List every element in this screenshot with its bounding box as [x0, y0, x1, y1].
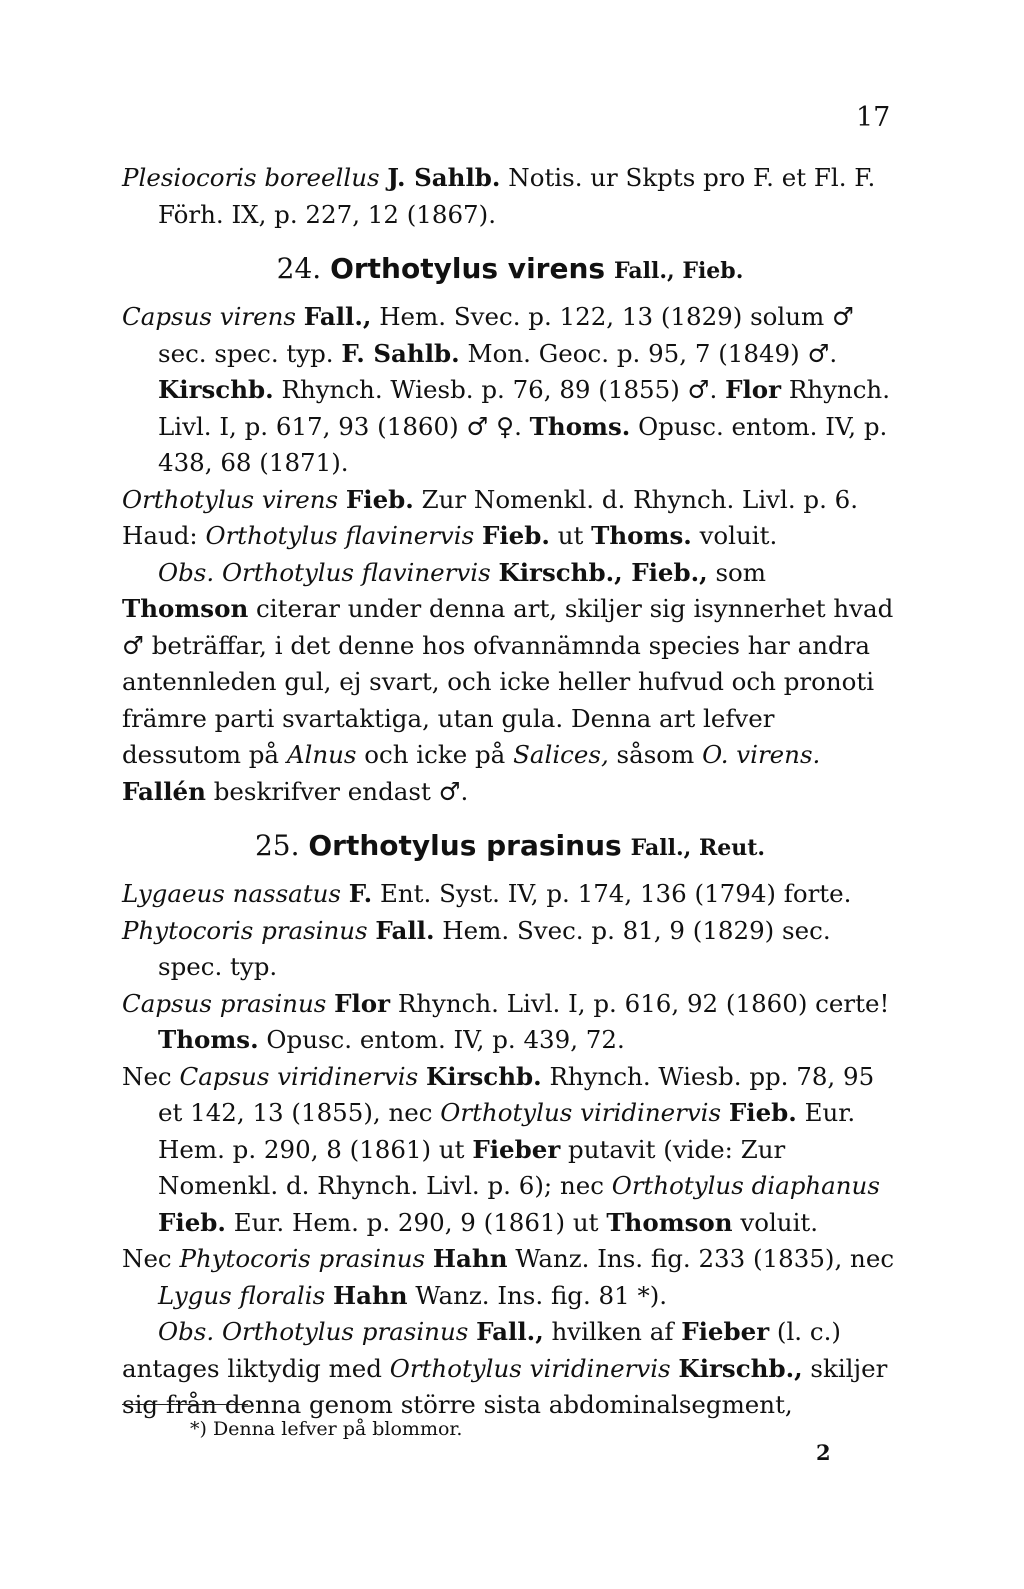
text: som — [707, 557, 767, 587]
author: Kirschb. — [158, 375, 274, 404]
synonym-name: Orthotylus virens — [122, 484, 339, 514]
text: skiljer sig från denna genom större sista abdominalsegment, — [122, 1353, 888, 1419]
author: Thoms. — [158, 1025, 259, 1054]
author: J. Sahlb. — [387, 163, 501, 192]
synonym-name: Phytocoris prasinus — [122, 915, 368, 945]
citation: Rhynch. Wiesb. pp. 78, 95 et 142, 13 (1855), nec — [158, 1061, 875, 1127]
citation: Wanz. Ins. fig. 81 *). — [407, 1280, 668, 1310]
prefix: Haud: — [122, 521, 206, 550]
author: Fieb. — [481, 521, 550, 550]
author: Fall., — [303, 302, 372, 331]
text: (l. c.) antages liktydig med — [122, 1317, 841, 1383]
plant-name: Salices, — [513, 740, 609, 769]
nec-entry — [122, 1059, 898, 1242]
synonym-name: Orthotylus flavinervis — [205, 521, 475, 550]
author: Thoms. — [591, 521, 692, 550]
observation-paragraph — [122, 1314, 898, 1424]
author: Flor — [725, 375, 782, 404]
synonym-entry — [122, 518, 898, 555]
text: och icke på — [356, 740, 514, 769]
species-name: boreellus — [264, 163, 380, 192]
text: såsom — [608, 740, 703, 769]
synonym-name: Orthotylus diaphanus — [611, 1171, 880, 1200]
species-heading-24 — [122, 249, 898, 291]
observation-paragraph — [122, 555, 898, 811]
author: Kirschb., Fieb., — [498, 557, 708, 587]
citation: Zur Nomenkl. d. Rhynch. Livl. p. 6. — [413, 484, 859, 514]
author: Fieb. — [345, 484, 414, 514]
signature-mark: 2 — [816, 1440, 831, 1465]
text: beskrifver endast ♂. — [205, 776, 469, 806]
citation: Hem. Svec. p. 81, 9 (1829) sec. spec. typ. — [158, 915, 831, 981]
citation: ut — [549, 521, 592, 550]
synonym-entry — [122, 299, 898, 482]
synonym-name: Phytocoris prasinus — [179, 1244, 426, 1273]
species-authors: Fall., Reut. — [630, 835, 766, 861]
page-number: 17 — [856, 102, 891, 133]
citation: Rhynch. Wiesb. p. 76, 89 (1855) ♂. — [273, 375, 726, 404]
author: Fieb. — [728, 1098, 797, 1127]
citation: Notis. ur Skpts pro F. et Fl. F. Förh. IX, p. 227, 12 (1867). — [158, 163, 876, 229]
synonym-entry — [122, 482, 898, 519]
author: Thomson — [122, 594, 249, 623]
author: Fieb. — [158, 1207, 226, 1237]
citation: Eur. Hem. p. 290, 9 (1861) ut — [225, 1207, 607, 1237]
synonym-entry — [122, 913, 898, 986]
synonym-entry — [122, 986, 898, 1059]
citation: Hem. Svec. p. 122, 13 (1829) solum ♂ sec. spec. typ. — [158, 302, 855, 368]
nec-entry — [122, 1241, 898, 1314]
citation: Rhynch. Livl. I, p. 616, 92 (1860) certe! — [390, 988, 890, 1018]
synonym-name: Orthotylus flavinervis — [221, 557, 491, 587]
plant-name: Alnus — [286, 740, 357, 769]
obs-label: Obs. — [158, 557, 215, 587]
author: Fieber — [472, 1134, 561, 1164]
citation: putavit (vide: Zur Nomenkl. d. Rhynch. Livl. p. 6); nec — [158, 1134, 786, 1200]
author: Kirschb., — [678, 1353, 803, 1383]
text: citerar under denna art, skiljer sig isynnerhet hvad ♂ beträffar, i det denne hos ofvannämnda species har andra antennleden gul, ej svart, och icke heller hufvud och pronoti främre parti svartaktiga, utan gula. Denna art lefver dessutom på — [122, 594, 894, 769]
citation: Mon. Geoc. p. 95, 7 (1849) ♂. — [459, 338, 838, 368]
prefix: Nec — [122, 1244, 180, 1273]
author: Flor — [334, 988, 391, 1018]
page-body — [122, 160, 898, 1424]
synonym-name: Capsus virens — [122, 302, 296, 331]
citation: Wanz. Ins. fig. 233 (1835), nec — [507, 1244, 895, 1273]
author: Thoms. — [529, 411, 631, 441]
citation: Opusc. entom. IV, p. 438, 68 (1871). — [158, 411, 888, 477]
synonym-name: Lygus floralis — [158, 1280, 326, 1310]
author: Kirschb. — [425, 1061, 542, 1091]
citation: voluit. — [691, 521, 778, 550]
citation: Eur. Hem. p. 290, 8 (1861) ut — [158, 1098, 856, 1164]
species-heading-25 — [122, 826, 898, 868]
species-ref: O. virens. — [702, 740, 821, 769]
species-authors: Fall., Fieb. — [613, 258, 744, 284]
citation: voluit. — [732, 1207, 819, 1237]
intro-entry — [122, 160, 898, 233]
author: F. Sahlb. — [341, 338, 460, 368]
footnote-divider — [122, 1404, 248, 1405]
synonym-name: Lygaeus nassatus — [122, 879, 341, 908]
synonym-name: Capsus viridinervis — [179, 1061, 419, 1091]
synonym-entry — [122, 876, 898, 913]
synonym-name: Capsus prasinus — [122, 988, 327, 1018]
citation: Opusc. entom. IV, p. 439, 72. — [258, 1025, 625, 1054]
synonym-name: Orthotylus prasinus — [221, 1317, 469, 1346]
footnote: *) Denna lefver på blommor. — [190, 1418, 463, 1440]
species-title: Orthotylus virens — [330, 252, 606, 285]
synonym-name: Orthotylus viridinervis — [440, 1098, 722, 1127]
author: Fieber — [681, 1317, 770, 1346]
author: Fall., — [476, 1317, 544, 1346]
obs-label: Obs. — [158, 1317, 215, 1346]
text: hvilken af — [543, 1317, 682, 1346]
author: Hahn — [332, 1280, 408, 1310]
genus-name: Plesiocoris — [122, 163, 257, 192]
synonym-name: Orthotylus viridinervis — [389, 1353, 671, 1383]
author: Thomson — [606, 1207, 733, 1237]
citation: Ent. Syst. IV, p. 174, 136 (1794) forte. — [372, 879, 852, 908]
citation: Rhynch. Livl. I, p. 617, 93 (1860) ♂ ♀. — [158, 375, 890, 441]
prefix: Nec — [122, 1061, 180, 1091]
species-title: Orthotylus prasinus — [308, 829, 622, 862]
species-number: 25. — [254, 829, 300, 862]
species-number: 24. — [276, 252, 322, 285]
author: F. — [348, 879, 373, 908]
author: Fall. — [375, 915, 435, 945]
author: Hahn — [432, 1244, 508, 1273]
author: Fallén — [122, 776, 206, 806]
